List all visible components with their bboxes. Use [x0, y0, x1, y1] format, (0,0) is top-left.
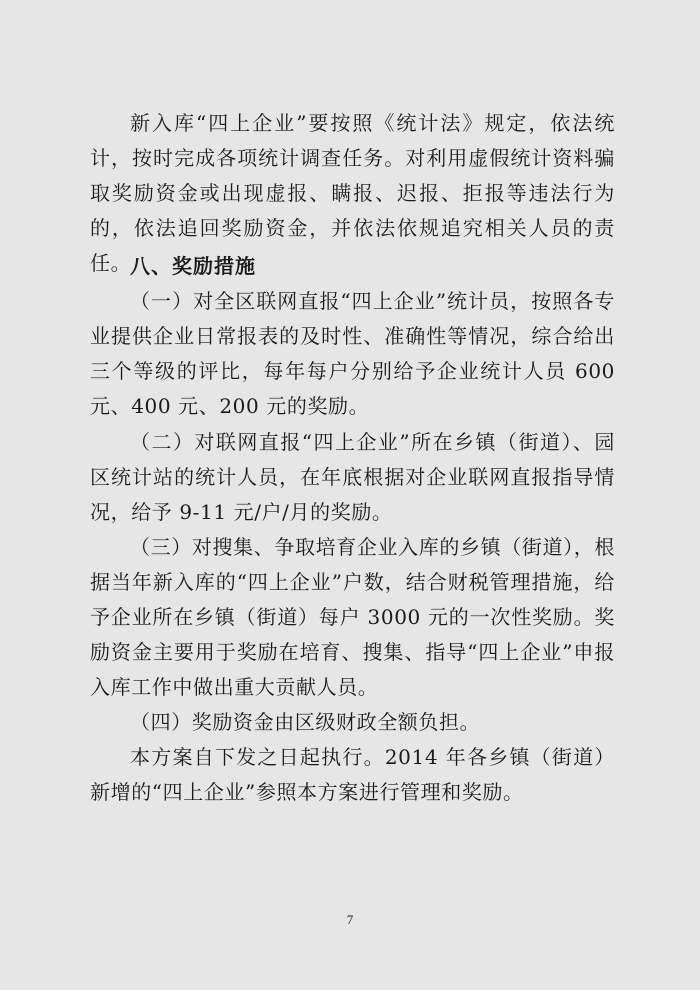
paragraph-reward-item-2: （二）对联网直报“四上企业”所在乡镇（街道）、园区统计站的统计人员，在年底根据对企业联网直报指导情况，给予 9-11 元/户/月的奖励。 [90, 430, 615, 524]
section-heading-reward-measures: 八、奖励措施 [130, 254, 256, 278]
paragraph-reward-item-3: （三）对搜集、争取培育企业入库的乡镇（街道），根据当年新入库的“四上企业”户数，结合财税管理措施，给予企业所在乡镇（街道）每户 3000 元的一次性奖励。奖励资金主要用于奖励在培育、搜集、指导“四上企业”申报入库工作中做出重大贡献人员。 [90, 535, 615, 699]
paragraph-reward-item-4: （四）奖励资金由区级财政全额负担。 [130, 710, 481, 734]
page-number: 7 [346, 912, 354, 927]
paragraph-effective-date: 本方案自下发之日起执行。2014 年各乡镇（街道）新增的“四上企业”参照本方案进行管理和奖励。 [90, 745, 615, 804]
paragraph-reward-item-1: （一）对全区联网直报“四上企业”统计员，按照各专业提供企业日常报表的及时性、准确性等情况，综合给出三个等级的评比，每年每户分别给予企业统计人员 600 元、400 元、200 元的奖励。 [90, 289, 615, 418]
paragraph-statistics-law: 新入库“四上企业”要按照《统计法》规定，依法统计，按时完成各项统计调查任务。对利用虚假统计资料骗取奖励资金或出现虚报、瞒报、迟报、拒报等违法行为的，依法追回奖励资金，并依法依规追究相关人员的责任。 [90, 111, 615, 275]
